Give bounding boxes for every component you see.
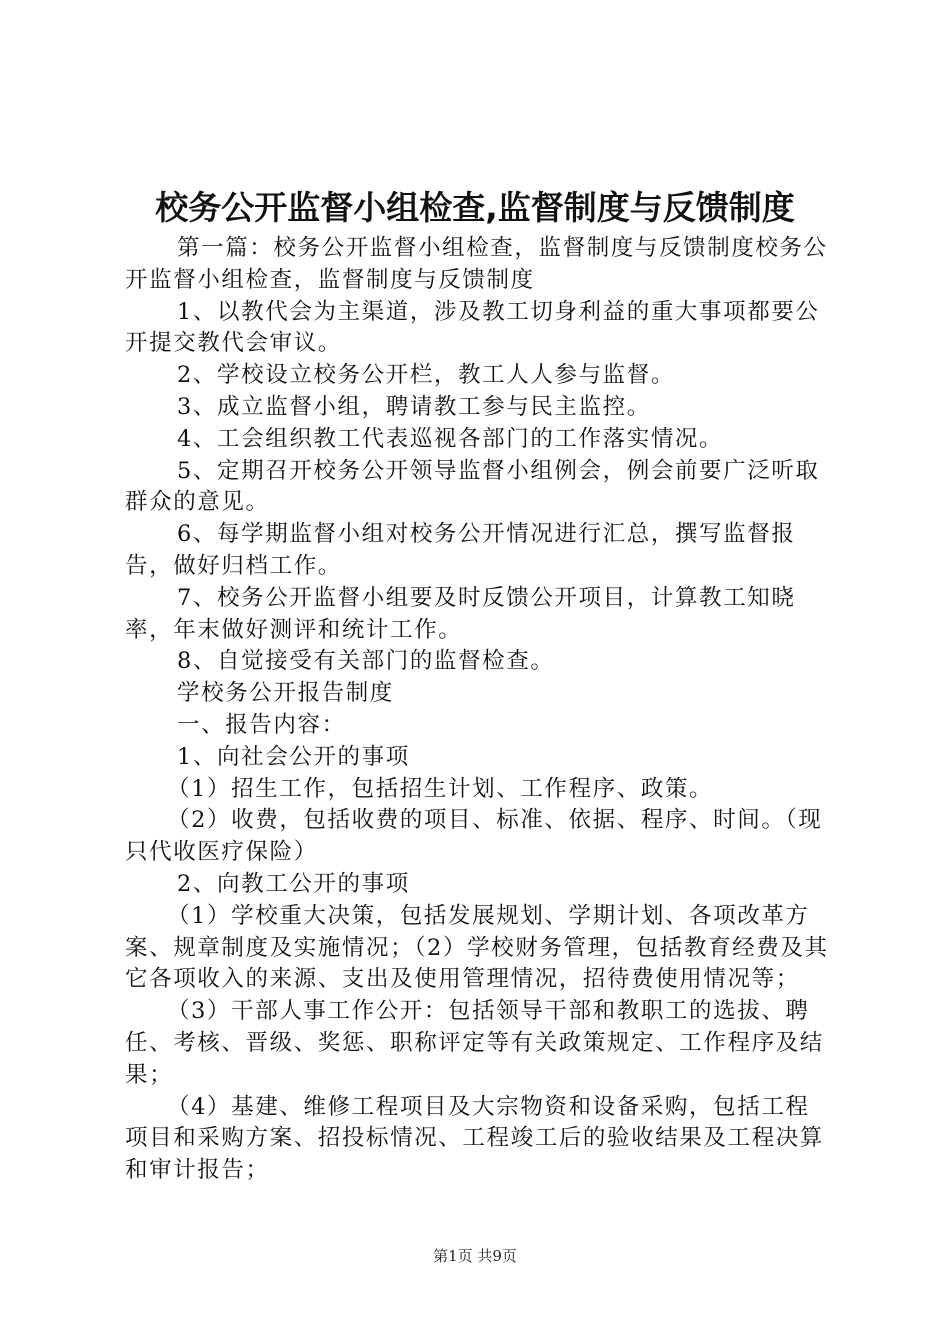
paragraph: （3）干部人事工作公开：包括领导干部和教职工的选拔、聘任、考核、晋级、奖惩、职称评定等有关政策规定、工作程序及结果； [125, 998, 824, 1088]
section-heading: 学校务公开报告制度 [177, 680, 394, 707]
paragraph: （1）招生工作，包括招生计划、工作程序、政策。 [167, 775, 714, 802]
paragraph: 8、自觉接受有关部门的监督检查。 [177, 648, 555, 675]
paragraph: （1）学校重大决策，包括发展规划、学期计划、各项改革方案、规章制度及实施情况；（2）学校财务管理，包括教育经费及其它各项收入的来源、支出及使用管理情况，招待费使用情况等； [125, 902, 829, 993]
paragraph: 第一篇：校务公开监督小组检查，监督制度与反馈制度校务公开监督小组检查，监督制度与反馈制度 [125, 235, 828, 293]
paragraph: （4）基建、维修工程项目及大宗物资和设备采购，包括工程项目和采购方案、招投标情况、工程竣工后的验收结果及工程决算和审计报告； [125, 1093, 824, 1184]
paragraph: 3、成立监督小组，聘请教工参与民主监控。 [177, 393, 651, 420]
document-title: 校务公开监督小组检查,监督制度与反馈制度 [155, 188, 795, 227]
document-body [125, 233, 833, 1187]
paragraph: 4、工会组织教工代表巡视各部门的工作落实情况。 [177, 425, 724, 452]
page-footer: 第1页 共9页 [433, 1247, 517, 1265]
paragraph: （2）收费，包括收费的项目、标准、依据、程序、时间。（现只代收医疗保险） [125, 807, 823, 866]
paragraph: 7、校务公开监督小组要及时反馈公开项目，计算教工知晓率，年末做好测评和统计工作。 [125, 584, 796, 643]
paragraph: 5、定期召开校务公开领导监督小组例会，例会前要广泛听取群众的意见。 [125, 457, 820, 516]
paragraph: 1、以教代会为主渠道，涉及教工切身利益的重大事项都要公开提交教代会审议。 [125, 298, 820, 357]
paragraph: 2、向教工公开的事项 [177, 870, 410, 897]
paragraph: 2、学校设立校务公开栏，教工人人参与监督。 [177, 362, 675, 389]
paragraph: 1、向社会公开的事项 [177, 743, 410, 770]
section-heading: 一、报告内容： [177, 711, 346, 738]
paragraph: 6、每学期监督小组对校务公开情况进行汇总，撰写监督报告，做好归档工作。 [125, 521, 796, 579]
